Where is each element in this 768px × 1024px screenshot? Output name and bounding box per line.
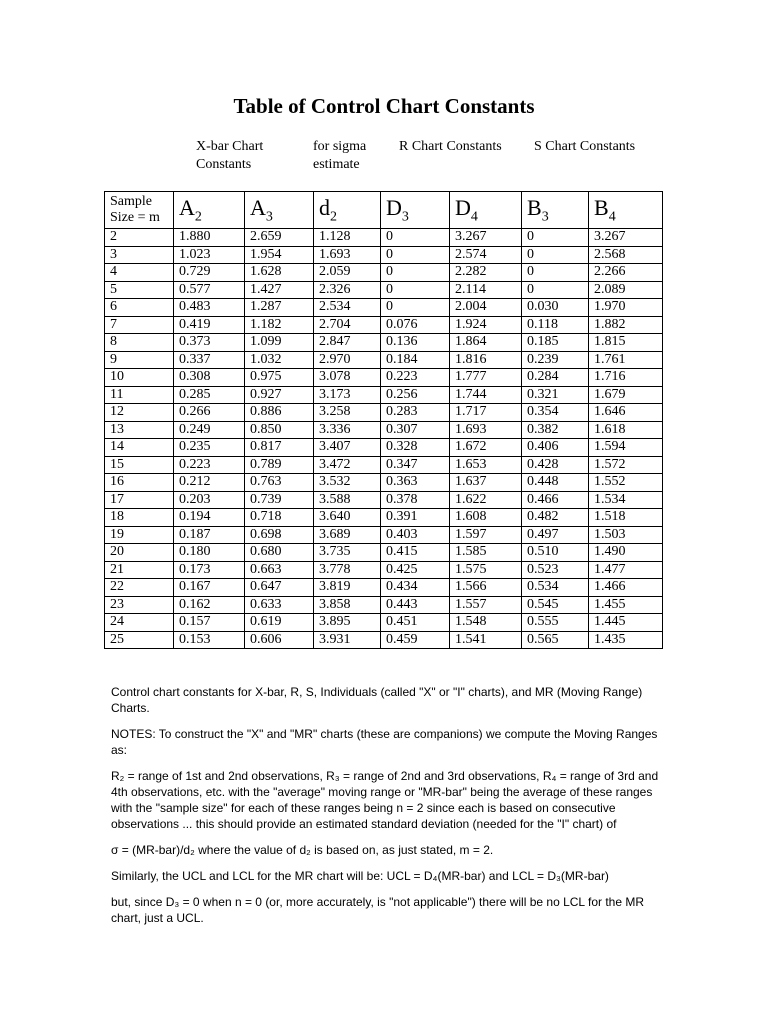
cell-d2: 3.258 bbox=[314, 404, 381, 422]
header-symbol: B bbox=[594, 194, 609, 220]
cell-B3: 0.118 bbox=[522, 316, 589, 334]
cell-sample-size: 9 bbox=[105, 351, 174, 369]
table-row bbox=[105, 614, 663, 632]
cell-d2: 1.693 bbox=[314, 246, 381, 264]
cell-B4: 1.716 bbox=[589, 369, 663, 387]
cell-a2: 0.266 bbox=[174, 404, 245, 422]
cell-D4: 1.541 bbox=[450, 631, 522, 649]
cell-D4: 1.575 bbox=[450, 561, 522, 579]
cell-B3: 0.534 bbox=[522, 579, 589, 597]
cell-D3: 0.256 bbox=[381, 386, 450, 404]
table-row bbox=[105, 229, 663, 247]
header-line: Size = m bbox=[110, 210, 160, 225]
cell-B4: 1.594 bbox=[589, 439, 663, 457]
cell-B4: 2.089 bbox=[589, 281, 663, 299]
table-row bbox=[105, 596, 663, 614]
cell-B4: 2.568 bbox=[589, 246, 663, 264]
cell-B4: 1.970 bbox=[589, 299, 663, 317]
table-row bbox=[105, 369, 663, 387]
cell-D4: 1.548 bbox=[450, 614, 522, 632]
header-subscript: 3 bbox=[401, 209, 409, 225]
cell-sample-size: 24 bbox=[105, 614, 174, 632]
table-row bbox=[105, 246, 663, 264]
group-label-line: Constants bbox=[196, 157, 252, 172]
header-subscript: 3 bbox=[541, 209, 549, 225]
cell-a2: 0.419 bbox=[174, 316, 245, 334]
cell-a2: 0.483 bbox=[174, 299, 245, 317]
cell-D4: 1.608 bbox=[450, 509, 522, 527]
cell-a2: 0.173 bbox=[174, 561, 245, 579]
cell-D4: 2.282 bbox=[450, 264, 522, 282]
cell-D3: 0 bbox=[381, 246, 450, 264]
cell-a3: 1.628 bbox=[245, 264, 314, 282]
cell-a3: 0.886 bbox=[245, 404, 314, 422]
cell-a3: 1.427 bbox=[245, 281, 314, 299]
group-label-s-constants: S Chart Constants bbox=[534, 139, 636, 154]
cell-d2: 3.532 bbox=[314, 474, 381, 492]
cell-B3: 0.545 bbox=[522, 596, 589, 614]
notes-moving-ranges: R₂ = range of 1st and 2nd observations, R₃ = range of 2nd and 3rd observations, R₄ = range of 3rd and 4th observations, etc. with the "average" moving range or "MR-bar" being the average of these ranges with the "sample size" for each of these ranges being n = 2 since each is based on consecutive observations ... this should provide an estimated standard deviation (needed for the "I" chart) of bbox=[111, 769, 659, 831]
cell-sample-size: 16 bbox=[105, 474, 174, 492]
cell-D3: 0.184 bbox=[381, 351, 450, 369]
cell-sample-size: 3 bbox=[105, 246, 174, 264]
cell-D4: 2.114 bbox=[450, 281, 522, 299]
cell-a2: 0.157 bbox=[174, 614, 245, 632]
cell-d2: 3.588 bbox=[314, 491, 381, 509]
cell-B4: 1.646 bbox=[589, 404, 663, 422]
cell-d2: 3.858 bbox=[314, 596, 381, 614]
column-header-a3 bbox=[245, 192, 314, 229]
cell-a3: 0.606 bbox=[245, 631, 314, 649]
cell-a3: 0.663 bbox=[245, 561, 314, 579]
cell-d2: 1.128 bbox=[314, 229, 381, 247]
cell-a2: 1.023 bbox=[174, 246, 245, 264]
cell-sample-size: 6 bbox=[105, 299, 174, 317]
cell-D3: 0 bbox=[381, 281, 450, 299]
cell-D3: 0.283 bbox=[381, 404, 450, 422]
cell-D3: 0.136 bbox=[381, 334, 450, 352]
cell-D4: 2.574 bbox=[450, 246, 522, 264]
cell-sample-size: 14 bbox=[105, 439, 174, 457]
group-label-xbar-constants bbox=[196, 138, 296, 174]
column-header-d2 bbox=[314, 192, 381, 229]
cell-a2: 0.235 bbox=[174, 439, 245, 457]
cell-D3: 0 bbox=[381, 229, 450, 247]
table-row bbox=[105, 544, 663, 562]
cell-B3: 0.321 bbox=[522, 386, 589, 404]
cell-sample-size: 11 bbox=[105, 386, 174, 404]
cell-B4: 1.477 bbox=[589, 561, 663, 579]
cell-a3: 0.975 bbox=[245, 369, 314, 387]
cell-D4: 1.864 bbox=[450, 334, 522, 352]
cell-a3: 1.954 bbox=[245, 246, 314, 264]
cell-d2: 3.336 bbox=[314, 421, 381, 439]
header-symbol: D bbox=[455, 194, 471, 220]
cell-sample-size: 2 bbox=[105, 229, 174, 247]
cell-a2: 0.249 bbox=[174, 421, 245, 439]
cell-D3: 0.459 bbox=[381, 631, 450, 649]
cell-B3: 0.523 bbox=[522, 561, 589, 579]
cell-a3: 0.739 bbox=[245, 491, 314, 509]
cell-a3: 1.099 bbox=[245, 334, 314, 352]
cell-sample-size: 4 bbox=[105, 264, 174, 282]
cell-B3: 0.185 bbox=[522, 334, 589, 352]
cell-B4: 1.503 bbox=[589, 526, 663, 544]
cell-sample-size: 22 bbox=[105, 579, 174, 597]
cell-D4: 1.653 bbox=[450, 456, 522, 474]
header-subscript: 2 bbox=[330, 209, 337, 225]
cell-a3: 0.633 bbox=[245, 596, 314, 614]
cell-sample-size: 10 bbox=[105, 369, 174, 387]
cell-D4: 2.004 bbox=[450, 299, 522, 317]
cell-B4: 1.679 bbox=[589, 386, 663, 404]
cell-D4: 3.267 bbox=[450, 229, 522, 247]
cell-B4: 1.518 bbox=[589, 509, 663, 527]
cell-D3: 0.451 bbox=[381, 614, 450, 632]
cell-d2: 3.931 bbox=[314, 631, 381, 649]
cell-B4: 1.435 bbox=[589, 631, 663, 649]
cell-a2: 0.212 bbox=[174, 474, 245, 492]
notes-sigma-formula: σ = (MR-bar)/d₂ where the value of d₂ is based on, as just stated, m = 2. bbox=[111, 843, 494, 857]
cell-B3: 0.510 bbox=[522, 544, 589, 562]
table-body bbox=[105, 229, 663, 649]
cell-a3: 0.817 bbox=[245, 439, 314, 457]
cell-a3: 0.763 bbox=[245, 474, 314, 492]
cell-D4: 1.777 bbox=[450, 369, 522, 387]
cell-a3: 0.718 bbox=[245, 509, 314, 527]
cell-D4: 1.693 bbox=[450, 421, 522, 439]
cell-B4: 1.815 bbox=[589, 334, 663, 352]
header-subscript: 2 bbox=[194, 209, 202, 225]
cell-D3: 0.415 bbox=[381, 544, 450, 562]
notes-construct: NOTES: To construct the "X" and "MR" charts (these are companions) we compute the Moving Ranges as: bbox=[111, 727, 658, 757]
table-row bbox=[105, 299, 663, 317]
cell-B4: 3.267 bbox=[589, 229, 663, 247]
cell-D3: 0.347 bbox=[381, 456, 450, 474]
cell-d2: 3.895 bbox=[314, 614, 381, 632]
cell-B3: 0.497 bbox=[522, 526, 589, 544]
cell-a2: 0.180 bbox=[174, 544, 245, 562]
cell-B4: 1.572 bbox=[589, 456, 663, 474]
cell-B4: 1.455 bbox=[589, 596, 663, 614]
cell-D4: 1.637 bbox=[450, 474, 522, 492]
cell-B4: 1.534 bbox=[589, 491, 663, 509]
cell-B4: 1.761 bbox=[589, 351, 663, 369]
cell-a2: 0.167 bbox=[174, 579, 245, 597]
cell-a3: 1.032 bbox=[245, 351, 314, 369]
cell-D3: 0.391 bbox=[381, 509, 450, 527]
cell-a3: 0.680 bbox=[245, 544, 314, 562]
cell-D3: 0.443 bbox=[381, 596, 450, 614]
group-label-line: X-bar Chart bbox=[196, 139, 264, 154]
cell-sample-size: 19 bbox=[105, 526, 174, 544]
cell-d2: 3.407 bbox=[314, 439, 381, 457]
column-header-B3 bbox=[522, 192, 589, 229]
cell-sample-size: 5 bbox=[105, 281, 174, 299]
cell-D3: 0.307 bbox=[381, 421, 450, 439]
notes-ucl-lcl: Similarly, the UCL and LCL for the MR chart will be: UCL = D₄(MR-bar) and LCL = D₃(MR-bar) bbox=[111, 869, 609, 883]
header-symbol: d bbox=[319, 194, 330, 220]
cell-a3: 0.647 bbox=[245, 579, 314, 597]
cell-d2: 2.847 bbox=[314, 334, 381, 352]
table-row bbox=[105, 631, 663, 649]
constants-table bbox=[104, 191, 663, 649]
cell-D4: 1.816 bbox=[450, 351, 522, 369]
table-row bbox=[105, 404, 663, 422]
cell-a2: 0.153 bbox=[174, 631, 245, 649]
cell-sample-size: 8 bbox=[105, 334, 174, 352]
cell-a2: 0.162 bbox=[174, 596, 245, 614]
cell-sample-size: 21 bbox=[105, 561, 174, 579]
cell-B3: 0.466 bbox=[522, 491, 589, 509]
cell-a3: 0.927 bbox=[245, 386, 314, 404]
cell-sample-size: 7 bbox=[105, 316, 174, 334]
cell-a2: 0.373 bbox=[174, 334, 245, 352]
cell-D3: 0 bbox=[381, 264, 450, 282]
column-header-B4 bbox=[589, 192, 663, 229]
cell-B3: 0.448 bbox=[522, 474, 589, 492]
cell-B4: 1.552 bbox=[589, 474, 663, 492]
cell-B3: 0.030 bbox=[522, 299, 589, 317]
cell-B3: 0.428 bbox=[522, 456, 589, 474]
cell-sample-size: 13 bbox=[105, 421, 174, 439]
cell-D4: 1.744 bbox=[450, 386, 522, 404]
table-row bbox=[105, 281, 663, 299]
cell-d2: 2.534 bbox=[314, 299, 381, 317]
cell-a3: 0.619 bbox=[245, 614, 314, 632]
cell-a2: 1.880 bbox=[174, 229, 245, 247]
cell-D4: 1.597 bbox=[450, 526, 522, 544]
cell-B3: 0 bbox=[522, 246, 589, 264]
group-label-r-constants: R Chart Constants bbox=[399, 139, 502, 154]
column-header-a2 bbox=[174, 192, 245, 229]
cell-a2: 0.187 bbox=[174, 526, 245, 544]
column-header-D3 bbox=[381, 192, 450, 229]
cell-B4: 1.618 bbox=[589, 421, 663, 439]
cell-B3: 0.565 bbox=[522, 631, 589, 649]
cell-d2: 3.472 bbox=[314, 456, 381, 474]
table-row bbox=[105, 316, 663, 334]
cell-B3: 0.354 bbox=[522, 404, 589, 422]
column-header-sample-size bbox=[105, 192, 174, 229]
group-label-sigma-estimate bbox=[313, 138, 393, 174]
table-row bbox=[105, 439, 663, 457]
cell-D3: 0 bbox=[381, 299, 450, 317]
cell-D3: 0.223 bbox=[381, 369, 450, 387]
column-header-D4 bbox=[450, 192, 522, 229]
table-row bbox=[105, 386, 663, 404]
cell-a2: 0.194 bbox=[174, 509, 245, 527]
cell-a2: 0.308 bbox=[174, 369, 245, 387]
header-subscript: 4 bbox=[470, 209, 478, 225]
table-row bbox=[105, 351, 663, 369]
table-row bbox=[105, 579, 663, 597]
cell-sample-size: 23 bbox=[105, 596, 174, 614]
cell-D4: 1.924 bbox=[450, 316, 522, 334]
cell-D3: 0.403 bbox=[381, 526, 450, 544]
cell-d2: 3.819 bbox=[314, 579, 381, 597]
table-row bbox=[105, 561, 663, 579]
header-symbol: B bbox=[527, 194, 542, 220]
cell-a2: 0.729 bbox=[174, 264, 245, 282]
cell-a2: 0.577 bbox=[174, 281, 245, 299]
page-title: Table of Control Chart Constants bbox=[233, 94, 535, 118]
cell-B3: 0.406 bbox=[522, 439, 589, 457]
cell-B3: 0.382 bbox=[522, 421, 589, 439]
cell-d2: 3.078 bbox=[314, 369, 381, 387]
cell-B3: 0 bbox=[522, 264, 589, 282]
cell-B3: 0.239 bbox=[522, 351, 589, 369]
cell-B4: 2.266 bbox=[589, 264, 663, 282]
cell-sample-size: 17 bbox=[105, 491, 174, 509]
cell-d2: 3.735 bbox=[314, 544, 381, 562]
cell-B4: 1.466 bbox=[589, 579, 663, 597]
table-caption: Control chart constants for X-bar, R, S, Individuals (called "X" or "I" charts), and MR (Moving Range) Charts. bbox=[111, 685, 643, 715]
cell-sample-size: 20 bbox=[105, 544, 174, 562]
table-row bbox=[105, 456, 663, 474]
table-row bbox=[105, 491, 663, 509]
cell-D3: 0.363 bbox=[381, 474, 450, 492]
cell-a3: 0.850 bbox=[245, 421, 314, 439]
cell-d2: 3.640 bbox=[314, 509, 381, 527]
cell-a2: 0.223 bbox=[174, 456, 245, 474]
header-symbol: A bbox=[179, 194, 195, 220]
table-row bbox=[105, 421, 663, 439]
cell-a3: 2.659 bbox=[245, 229, 314, 247]
cell-D4: 1.566 bbox=[450, 579, 522, 597]
cell-D4: 1.717 bbox=[450, 404, 522, 422]
cell-B3: 0 bbox=[522, 281, 589, 299]
cell-B3: 0.482 bbox=[522, 509, 589, 527]
cell-a3: 1.182 bbox=[245, 316, 314, 334]
table-row bbox=[105, 334, 663, 352]
cell-D4: 1.557 bbox=[450, 596, 522, 614]
group-label-line: for sigma bbox=[313, 139, 367, 154]
cell-D3: 0.434 bbox=[381, 579, 450, 597]
cell-B4: 1.882 bbox=[589, 316, 663, 334]
cell-sample-size: 12 bbox=[105, 404, 174, 422]
cell-D4: 1.585 bbox=[450, 544, 522, 562]
cell-D3: 0.328 bbox=[381, 439, 450, 457]
cell-D4: 1.672 bbox=[450, 439, 522, 457]
table-row bbox=[105, 264, 663, 282]
header-line: Sample bbox=[110, 194, 152, 209]
table-row bbox=[105, 526, 663, 544]
header-subscript: 4 bbox=[608, 209, 616, 225]
table-header-row bbox=[105, 192, 663, 229]
header-symbol: A bbox=[250, 194, 266, 220]
cell-d2: 2.059 bbox=[314, 264, 381, 282]
group-label-line: estimate bbox=[313, 157, 360, 172]
cell-B3: 0 bbox=[522, 229, 589, 247]
cell-sample-size: 15 bbox=[105, 456, 174, 474]
cell-a3: 0.789 bbox=[245, 456, 314, 474]
cell-a2: 0.337 bbox=[174, 351, 245, 369]
cell-sample-size: 18 bbox=[105, 509, 174, 527]
cell-D4: 1.622 bbox=[450, 491, 522, 509]
cell-a2: 0.285 bbox=[174, 386, 245, 404]
cell-D3: 0.425 bbox=[381, 561, 450, 579]
cell-B4: 1.490 bbox=[589, 544, 663, 562]
cell-B4: 1.445 bbox=[589, 614, 663, 632]
cell-d2: 2.704 bbox=[314, 316, 381, 334]
cell-d2: 3.173 bbox=[314, 386, 381, 404]
cell-a2: 0.203 bbox=[174, 491, 245, 509]
cell-sample-size: 25 bbox=[105, 631, 174, 649]
table-row bbox=[105, 509, 663, 527]
cell-d2: 2.326 bbox=[314, 281, 381, 299]
cell-a3: 1.287 bbox=[245, 299, 314, 317]
table-row bbox=[105, 474, 663, 492]
cell-a3: 0.698 bbox=[245, 526, 314, 544]
notes-section bbox=[111, 684, 671, 936]
cell-D3: 0.378 bbox=[381, 491, 450, 509]
cell-B3: 0.284 bbox=[522, 369, 589, 387]
header-symbol: D bbox=[386, 194, 402, 220]
cell-d2: 3.689 bbox=[314, 526, 381, 544]
header-subscript: 3 bbox=[265, 209, 273, 225]
cell-d2: 3.778 bbox=[314, 561, 381, 579]
cell-d2: 2.970 bbox=[314, 351, 381, 369]
cell-B3: 0.555 bbox=[522, 614, 589, 632]
cell-D3: 0.076 bbox=[381, 316, 450, 334]
notes-no-lcl: but, since D₃ = 0 when n = 0 (or, more accurately, is "not applicable") there will be no LCL for the MR chart, just a UCL. bbox=[111, 895, 644, 925]
